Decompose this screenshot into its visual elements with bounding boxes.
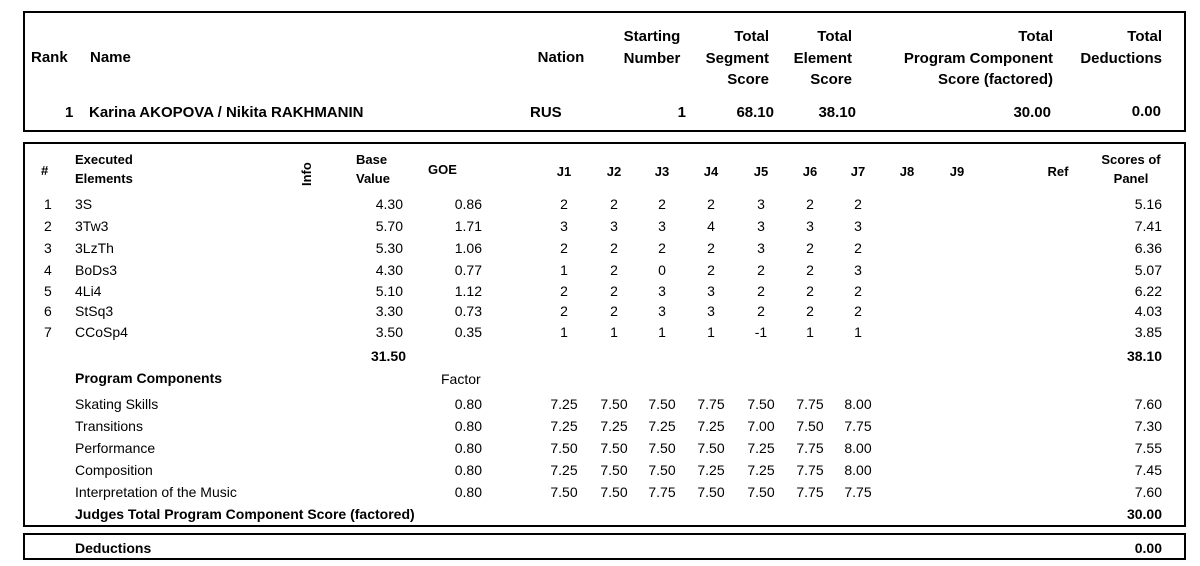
program-component-name: Interpretation of the Music <box>75 484 237 500</box>
name-header: Name <box>90 49 131 66</box>
program-component-factor: 0.80 <box>454 484 482 500</box>
program-component-judge-score-j4: 7.50 <box>697 440 725 456</box>
program-component-judge-score-j7: 8.00 <box>844 440 872 456</box>
element-judge-score-j6: 2 <box>806 196 814 212</box>
program-component-judge-score-j5: 7.50 <box>747 484 775 500</box>
element-judge-score-j2: 2 <box>610 240 618 256</box>
element-code: 3S <box>75 196 93 212</box>
judge-header-j2: J2 <box>606 164 622 179</box>
element-judge-score-j7: 2 <box>854 283 862 299</box>
element-base-value: 3.30 <box>375 303 403 319</box>
program-component-judge-score-j5: 7.50 <box>747 396 775 412</box>
element-judge-score-j7: 2 <box>854 240 862 256</box>
program-component-judge-score-j6: 7.75 <box>796 396 824 412</box>
element-code: 4Li4 <box>75 283 102 299</box>
total-segment-score-header: Total Segment Score <box>705 28 769 88</box>
element-judge-score-j7: 3 <box>854 262 862 278</box>
element-row-number: 5 <box>44 283 52 299</box>
nation-value: RUS <box>530 104 562 121</box>
scores-of-panel-header: Scores of Panel <box>1101 152 1161 186</box>
element-judge-score-j5: -1 <box>754 324 768 340</box>
program-component-score: 7.30 <box>1134 418 1162 434</box>
element-base-value: 4.30 <box>375 196 403 212</box>
rank-value: 1 <box>65 104 74 121</box>
element-judge-score-j6: 2 <box>806 262 814 278</box>
element-row-number: 3 <box>44 240 52 256</box>
pc-total-value: 30.00 <box>1126 506 1162 522</box>
element-judge-score-j6: 3 <box>806 218 814 234</box>
program-component-score: 7.45 <box>1134 462 1162 478</box>
element-goe: 1.06 <box>454 240 482 256</box>
program-component-judge-score-j6: 7.50 <box>796 418 824 434</box>
program-component-score: 7.60 <box>1134 396 1162 412</box>
element-judge-score-j6: 1 <box>806 324 814 340</box>
element-row-number: 1 <box>44 196 52 212</box>
element-base-value: 5.70 <box>375 218 403 234</box>
program-component-judge-score-j5: 7.25 <box>747 440 775 456</box>
program-component-factor: 0.80 <box>454 396 482 412</box>
element-judge-score-j5: 3 <box>757 196 765 212</box>
element-panel-score: 6.22 <box>1134 283 1162 299</box>
judge-header-j7: J7 <box>850 164 866 179</box>
element-judge-score-j1: 2 <box>560 303 568 319</box>
nation-header: Nation <box>537 49 585 66</box>
element-judge-score-j1: 1 <box>560 262 568 278</box>
pc-total-label: Judges Total Program Component Score (factored) <box>75 506 415 522</box>
program-component-name: Composition <box>75 462 153 478</box>
judge-header-j6: J6 <box>802 164 818 179</box>
element-code: CCoSp4 <box>75 324 128 340</box>
element-row-number: 7 <box>44 324 52 340</box>
element-judge-score-j4: 2 <box>707 262 715 278</box>
element-judge-score-j7: 3 <box>854 218 862 234</box>
goe-header: GOE <box>428 162 457 177</box>
program-component-judge-score-j2: 7.50 <box>600 462 628 478</box>
program-component-judge-score-j3: 7.75 <box>648 484 676 500</box>
element-judge-score-j6: 2 <box>806 240 814 256</box>
deductions-label: Deductions <box>75 540 152 556</box>
element-base-value: 3.50 <box>375 324 403 340</box>
element-judge-score-j2: 2 <box>610 303 618 319</box>
element-judge-score-j1: 3 <box>560 218 568 234</box>
element-base-value: 5.10 <box>375 283 403 299</box>
element-code: 3Tw3 <box>75 218 109 234</box>
element-panel-score: 5.16 <box>1134 196 1162 212</box>
num-header: # <box>41 163 49 178</box>
starting-number-value: 1 <box>677 104 686 121</box>
total-program-component-score-header: Total Program Component Score (factored) <box>903 28 1053 88</box>
element-row-number: 4 <box>44 262 52 278</box>
element-row-number: 2 <box>44 218 52 234</box>
element-base-value: 5.30 <box>375 240 403 256</box>
element-judge-score-j4: 2 <box>707 240 715 256</box>
element-judge-score-j7: 2 <box>854 196 862 212</box>
starting-number-header: Starting Number <box>623 28 681 67</box>
program-component-judge-score-j1: 7.25 <box>550 462 578 478</box>
ref-header: Ref <box>1047 164 1069 179</box>
program-component-judge-score-j6: 7.75 <box>796 440 824 456</box>
element-panel-score: 7.41 <box>1134 218 1162 234</box>
program-component-judge-score-j7: 7.75 <box>844 484 872 500</box>
program-component-score: 7.55 <box>1134 440 1162 456</box>
program-component-judge-score-j3: 7.25 <box>648 418 676 434</box>
judge-header-j8: J8 <box>899 164 915 179</box>
program-component-judge-score-j7: 8.00 <box>844 396 872 412</box>
element-judge-score-j1: 2 <box>560 283 568 299</box>
element-judge-score-j3: 2 <box>658 196 666 212</box>
element-judge-score-j2: 1 <box>610 324 618 340</box>
element-goe: 0.35 <box>454 324 482 340</box>
judge-header-j3: J3 <box>654 164 670 179</box>
element-judge-score-j6: 2 <box>806 283 814 299</box>
element-judge-score-j6: 2 <box>806 303 814 319</box>
deductions-box <box>23 533 1186 560</box>
element-judge-score-j7: 2 <box>854 303 862 319</box>
element-judge-score-j5: 3 <box>757 240 765 256</box>
program-component-judge-score-j2: 7.25 <box>600 418 628 434</box>
element-goe: 0.73 <box>454 303 482 319</box>
executed-elements-header: Executed Elements <box>75 152 133 186</box>
element-panel-score: 6.36 <box>1134 240 1162 256</box>
program-component-factor: 0.80 <box>454 418 482 434</box>
program-component-judge-score-j1: 7.50 <box>550 440 578 456</box>
program-component-factor: 0.80 <box>454 440 482 456</box>
base-value-header: Base Value <box>356 152 390 186</box>
element-judge-score-j2: 2 <box>610 262 618 278</box>
total-element-score-header: Total Element Score <box>793 28 852 88</box>
element-judge-score-j4: 3 <box>707 283 715 299</box>
program-component-judge-score-j3: 7.50 <box>648 440 676 456</box>
element-judge-score-j2: 2 <box>610 283 618 299</box>
program-component-name: Transitions <box>75 418 143 434</box>
program-component-judge-score-j2: 7.50 <box>600 440 628 456</box>
program-component-name: Performance <box>75 440 156 456</box>
judge-header-j5: J5 <box>753 164 769 179</box>
factor-header: Factor <box>441 371 481 387</box>
rank-header: Rank <box>31 49 68 66</box>
program-component-judge-score-j3: 7.50 <box>648 396 676 412</box>
element-panel-score: 5.07 <box>1134 262 1162 278</box>
program-component-judge-score-j7: 8.00 <box>844 462 872 478</box>
program-component-score: 7.60 <box>1134 484 1162 500</box>
info-header: Info <box>299 162 314 186</box>
deductions-value: 0.00 <box>1134 540 1162 556</box>
judge-header-j9: J9 <box>949 164 965 179</box>
element-judge-score-j5: 2 <box>757 262 765 278</box>
total-program-component-score-value: 30.00 <box>1013 104 1051 121</box>
element-judge-score-j1: 2 <box>560 196 568 212</box>
element-row-number: 6 <box>44 303 52 319</box>
element-judge-score-j4: 1 <box>707 324 715 340</box>
element-code: BoDs3 <box>75 262 118 278</box>
element-panel-score: 3.85 <box>1134 324 1162 340</box>
program-component-judge-score-j7: 7.75 <box>844 418 872 434</box>
program-component-name: Skating Skills <box>75 396 159 412</box>
program-component-judge-score-j5: 7.25 <box>747 462 775 478</box>
element-goe: 1.12 <box>454 283 482 299</box>
element-judge-score-j3: 2 <box>658 240 666 256</box>
program-component-judge-score-j5: 7.00 <box>747 418 775 434</box>
total-deductions-value: 0.00 <box>1131 103 1161 120</box>
program-component-judge-score-j3: 7.50 <box>648 462 676 478</box>
element-judge-score-j1: 1 <box>560 324 568 340</box>
element-judge-score-j4: 3 <box>707 303 715 319</box>
program-component-factor: 0.80 <box>454 462 482 478</box>
total-element-score-value: 38.10 <box>818 104 856 121</box>
element-judge-score-j5: 2 <box>757 283 765 299</box>
element-judge-score-j4: 2 <box>707 196 715 212</box>
element-code: 3LzTh <box>75 240 114 256</box>
element-judge-score-j4: 4 <box>707 218 715 234</box>
element-judge-score-j3: 3 <box>658 218 666 234</box>
program-component-judge-score-j4: 7.75 <box>697 396 725 412</box>
program-component-judge-score-j1: 7.25 <box>550 396 578 412</box>
base-value-total: 31.50 <box>370 348 406 364</box>
element-judge-score-j5: 3 <box>757 218 765 234</box>
element-judge-score-j7: 1 <box>854 324 862 340</box>
program-component-judge-score-j6: 7.75 <box>796 462 824 478</box>
total-deductions-header: Total Deductions <box>1080 28 1162 67</box>
program-components-title: Program Components <box>75 370 223 386</box>
program-component-judge-score-j4: 7.50 <box>697 484 725 500</box>
program-component-judge-score-j6: 7.75 <box>796 484 824 500</box>
element-judge-score-j5: 2 <box>757 303 765 319</box>
judge-header-j1: J1 <box>556 164 572 179</box>
element-judge-score-j1: 2 <box>560 240 568 256</box>
element-judge-score-j2: 3 <box>610 218 618 234</box>
elements-score-total: 38.10 <box>1126 348 1162 364</box>
element-judge-score-j3: 3 <box>658 303 666 319</box>
program-component-judge-score-j1: 7.25 <box>550 418 578 434</box>
element-goe: 0.86 <box>454 196 482 212</box>
element-judge-score-j3: 1 <box>658 324 666 340</box>
element-panel-score: 4.03 <box>1134 303 1162 319</box>
element-judge-score-j2: 2 <box>610 196 618 212</box>
program-component-judge-score-j1: 7.50 <box>550 484 578 500</box>
program-component-judge-score-j2: 7.50 <box>600 396 628 412</box>
element-judge-score-j3: 3 <box>658 283 666 299</box>
skater-name: Karina AKOPOVA / Nikita RAKHMANIN <box>89 104 364 121</box>
program-component-judge-score-j4: 7.25 <box>697 462 725 478</box>
element-goe: 0.77 <box>454 262 482 278</box>
element-base-value: 4.30 <box>375 262 403 278</box>
program-component-judge-score-j4: 7.25 <box>697 418 725 434</box>
judge-header-j4: J4 <box>703 164 719 179</box>
element-code: StSq3 <box>75 303 114 319</box>
program-component-judge-score-j2: 7.50 <box>600 484 628 500</box>
element-goe: 1.71 <box>454 218 482 234</box>
element-judge-score-j3: 0 <box>658 262 666 278</box>
total-segment-score-value: 68.10 <box>736 104 774 121</box>
